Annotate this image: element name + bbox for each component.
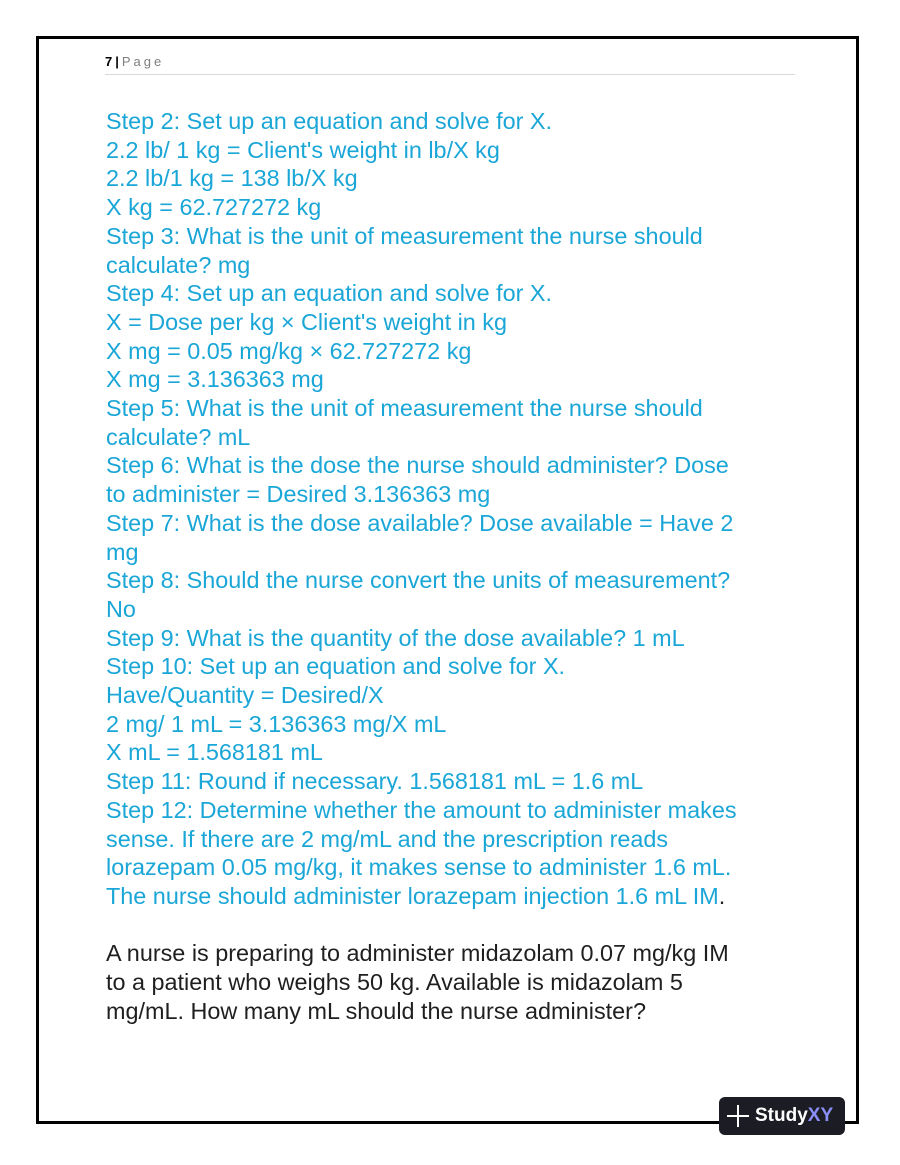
page-label: Page	[121, 54, 165, 69]
question-line: A nurse is preparing to administer midazolam 0.07 mg/kg IM	[106, 940, 729, 967]
step-line: The nurse should administer lorazepam injection 1.6 mL IM .	[106, 882, 796, 911]
step-line: Step 11: Round if necessary. 1.568181 mL = 1.6 mL	[106, 768, 644, 795]
step-line: to administer = Desired 3.136363 mg	[106, 481, 491, 508]
step-line: lorazepam 0.05 mg/kg, it makes sense to administer 1.6 mL.	[106, 854, 732, 881]
step-line: X = Dose per kg × Client's weight in kg	[106, 308, 508, 335]
step-line: X mL = 1.568181 mL	[106, 739, 323, 766]
step-line: X mg = 0.05 mg/kg × 62.727272 kg	[106, 337, 472, 364]
question-block	[106, 939, 796, 1025]
step-line: No	[106, 595, 136, 622]
step-line: 2.2 lb/ 1 kg = Client's weight in lb/X kg	[106, 136, 500, 163]
document-body	[106, 107, 796, 1025]
step-line: Step 9: What is the quantity of the dose available? 1 mL	[106, 624, 685, 651]
step-line: Step 3: What is the unit of measurement the nurse should	[106, 222, 703, 249]
step-line: Step 8: Should the nurse convert the units of measurement?	[106, 567, 731, 594]
step-line: Step 7: What is the dose available? Dose available = Have 2	[106, 509, 734, 536]
step-line: calculate? mg	[106, 251, 251, 278]
question-line: mg/mL. How many mL should the nurse administer?	[106, 997, 646, 1024]
solution-steps	[106, 107, 796, 911]
plus-icon	[727, 1105, 749, 1127]
studyxy-badge[interactable]	[719, 1097, 845, 1135]
step-line: 2.2 lb/1 kg = 138 lb/X kg	[106, 165, 358, 192]
step-line: 2 mg/ 1 mL = 3.136363 mg/X mL	[106, 710, 447, 737]
step-line: Step 12: Determine whether the amount to administer makes	[106, 796, 737, 823]
brand-accent: XY	[807, 1105, 834, 1126]
step-line: Step 2: Set up an equation and solve for X.	[106, 108, 553, 134]
step-line: X kg = 62.727272 kg	[106, 194, 322, 221]
step-line: X mg = 3.136363 mg	[106, 366, 324, 393]
page-header	[105, 54, 795, 75]
brand-main: Study	[755, 1105, 808, 1126]
step-line: Step 10: Set up an equation and solve for X.	[106, 653, 566, 680]
step-line: sense. If there are 2 mg/mL and the prescription reads	[106, 825, 669, 852]
step-line: Step 5: What is the unit of measurement the nurse should	[106, 395, 703, 422]
brand-logo-text	[755, 1105, 833, 1127]
step-line: calculate? mL	[106, 423, 251, 450]
step-line: Step 6: What is the dose the nurse should administer? Dose	[106, 452, 729, 479]
step-line: mg	[106, 538, 139, 565]
page-separator: |	[115, 54, 119, 69]
step-line: Step 4: Set up an equation and solve for X.	[106, 280, 553, 307]
page-number: 7	[105, 54, 113, 69]
question-line: to a patient who weighs 50 kg. Available is midazolam 5	[106, 969, 683, 996]
step-line: Have/Quantity = Desired/X	[106, 682, 384, 709]
